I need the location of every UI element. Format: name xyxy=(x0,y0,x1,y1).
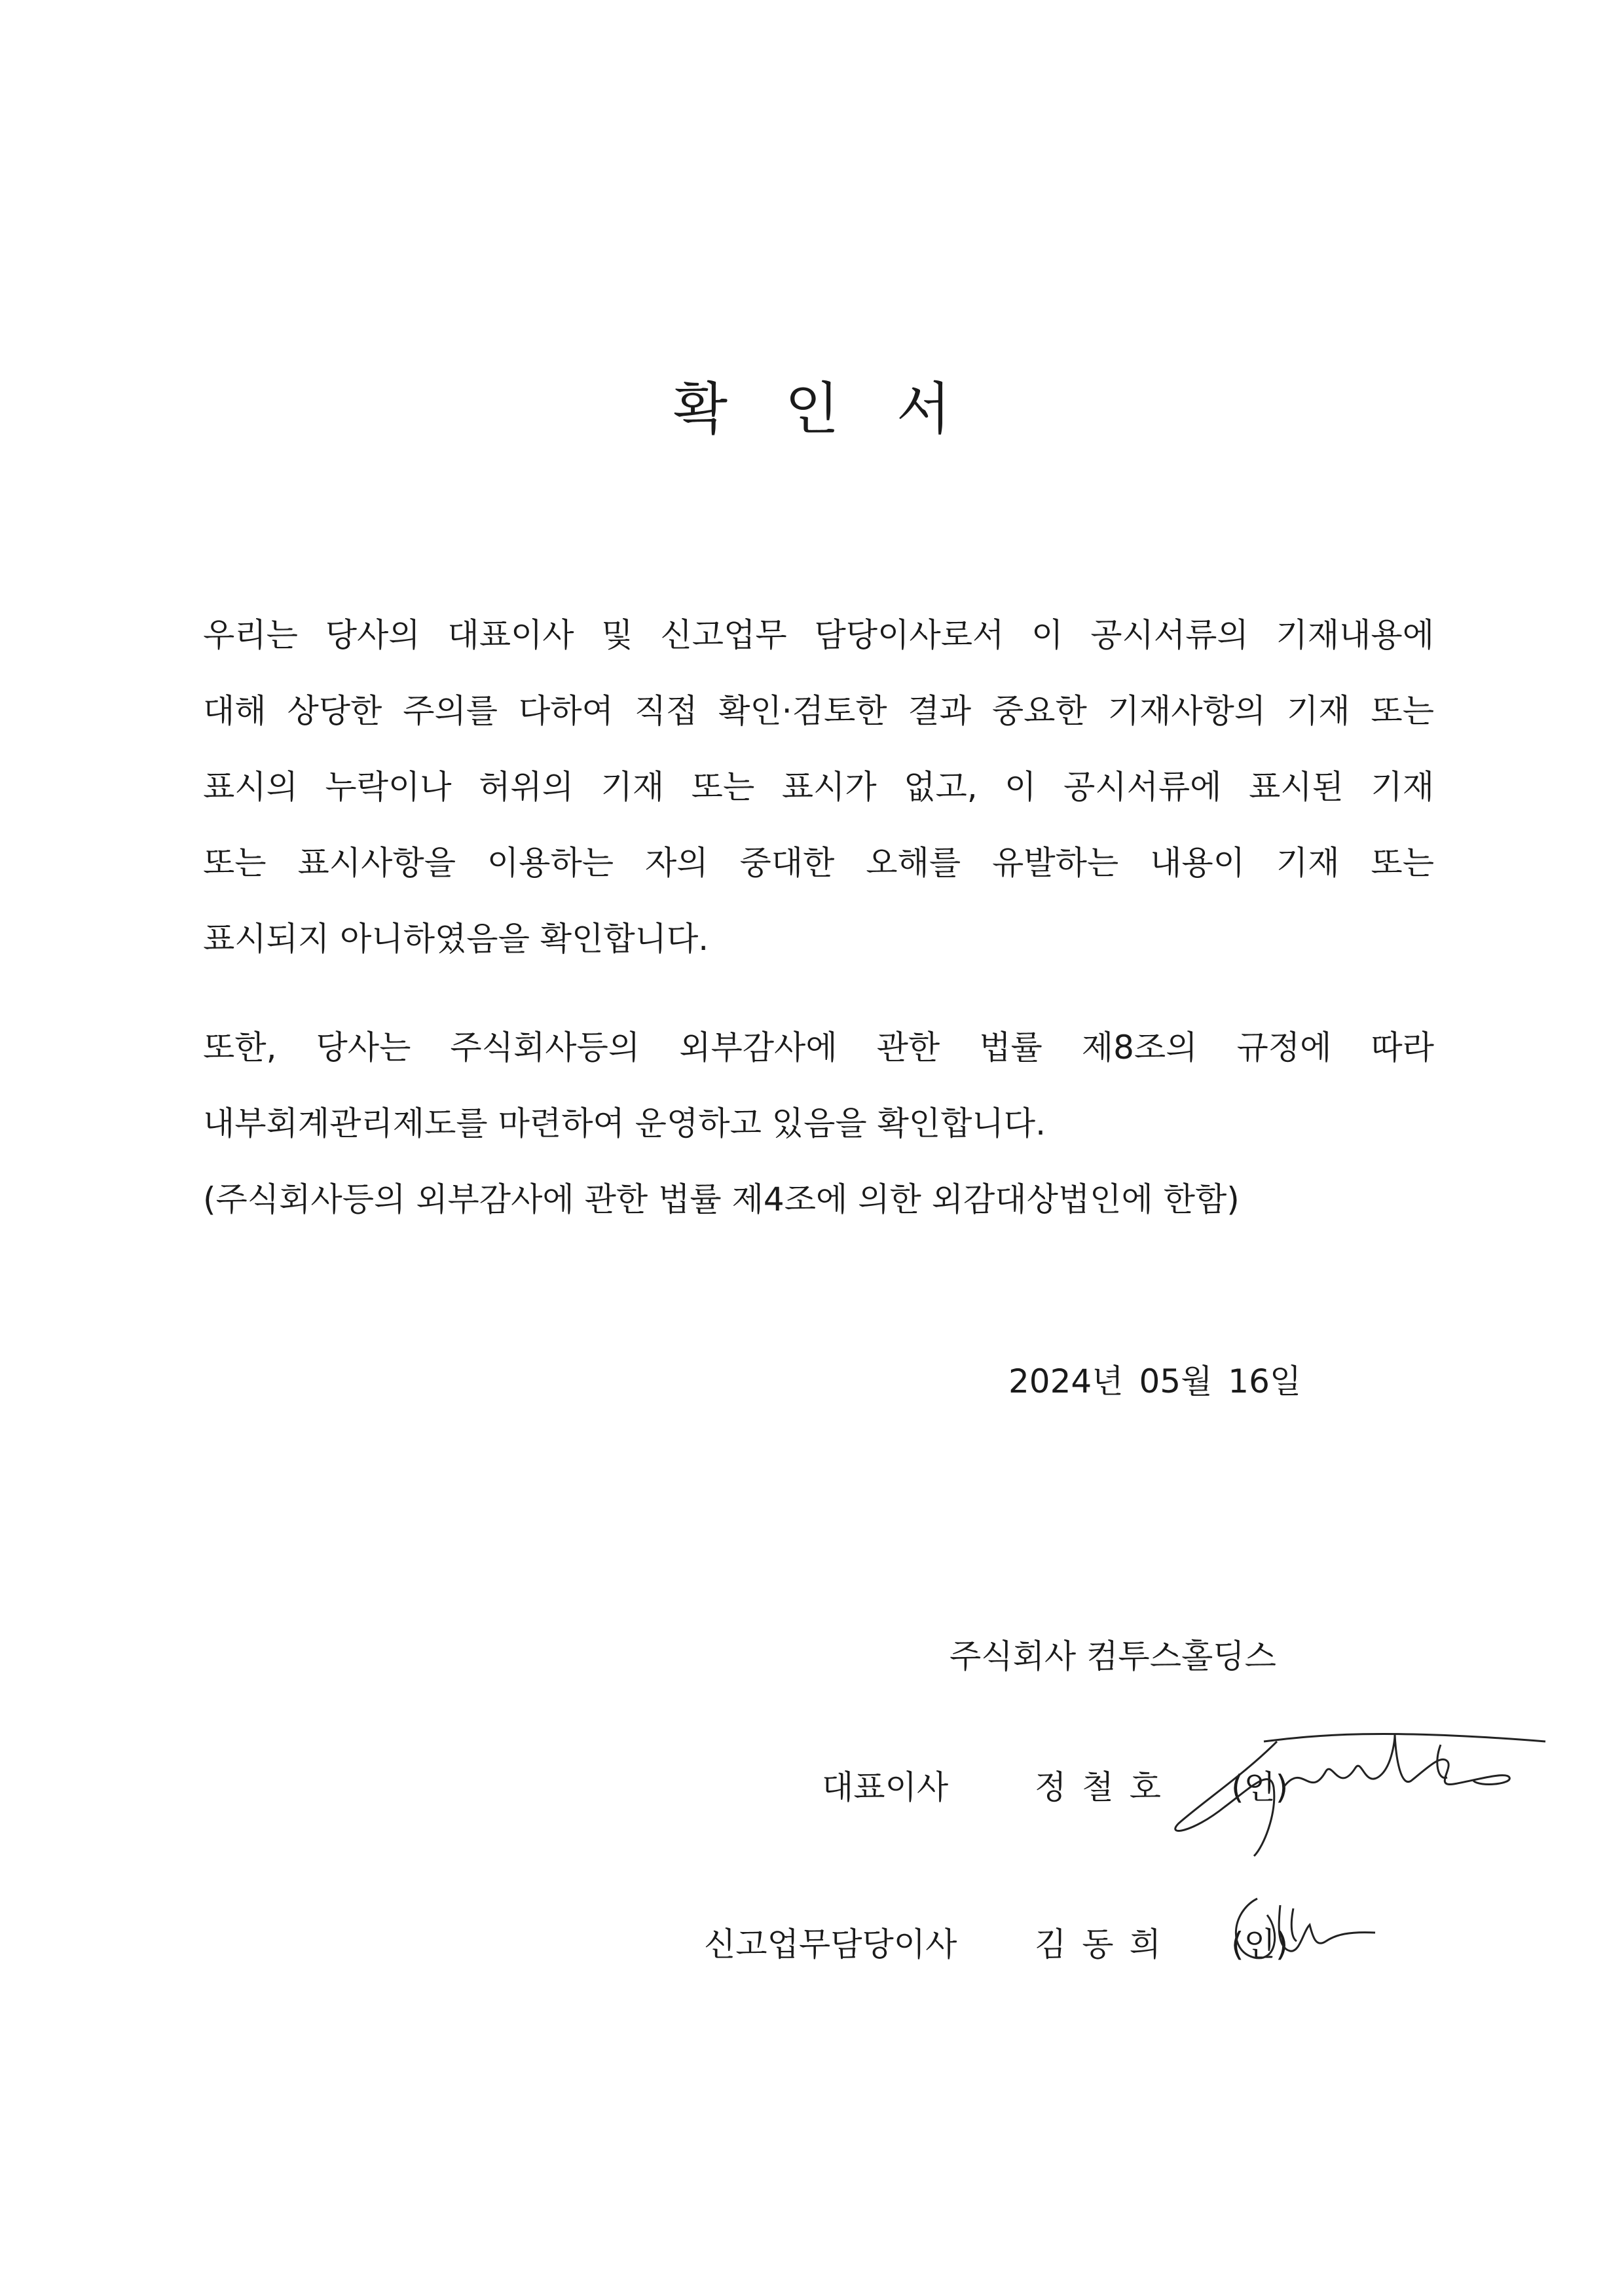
confirmation-paragraph xyxy=(203,597,1434,977)
paragraph-line: 표시되지 아니하였음을 확인합니다. xyxy=(203,920,709,958)
ceo-seal-mark: (인) xyxy=(1231,1768,1289,1806)
document-title: 확 인 서 xyxy=(673,376,951,442)
paragraph-line: 표시의 누락이나 허위의 기재 또는 표시가 없고, 이 공시서류에 표시된 기재 xyxy=(203,768,1434,806)
reporting-director-signature xyxy=(1218,1886,1388,1984)
paragraph-line: (주식회사등의 외부감사에 관한 법률 제4조에 의한 외감대상법인에 한함) xyxy=(203,1180,1240,1218)
paragraph-line: 우리는 당사의 대표이사 및 신고업무 담당이사로서 이 공시서류의 기재내용에 xyxy=(203,616,1434,654)
paragraph-line: 또한, 당사는 주식회사등의 외부감사에 관한 법률 제8조의 규정에 따라 xyxy=(203,1029,1434,1066)
paragraph-line: 대해 상당한 주의를 다하여 직접 확인·검토한 결과 중요한 기재사항의 기재 또는 xyxy=(203,692,1434,730)
ceo-role: 대표이사 xyxy=(822,1768,949,1806)
paragraph-line: 또는 표시사항을 이용하는 자의 중대한 오해를 유발하는 내용이 기재 또는 xyxy=(203,844,1434,882)
paragraph-line: 내부회계관리제도를 마련하여 운영하고 있음을 확인합니다. xyxy=(203,1104,1046,1142)
reporting-director-name: 김동희 xyxy=(1035,1925,1177,1963)
ceo-signature xyxy=(1166,1715,1559,1866)
company-name: 주식회사 컴투스홀딩스 xyxy=(950,1637,1276,1675)
internal-control-paragraph xyxy=(203,1010,1434,1237)
document-date: 2024년 05월 16일 xyxy=(1008,1362,1302,1400)
reporting-director-seal-mark: (인) xyxy=(1231,1925,1289,1963)
ceo-name: 정철호 xyxy=(1035,1768,1177,1806)
reporting-director-role: 신고업무담당이사 xyxy=(704,1925,957,1963)
